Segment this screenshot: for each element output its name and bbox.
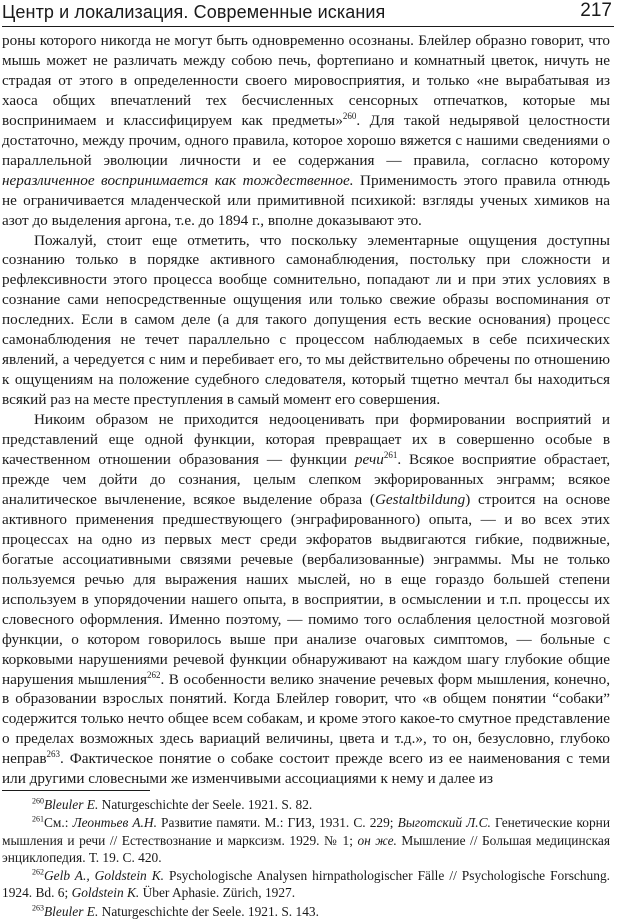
paragraph-3-text-a: Никоим образом не приходится недооценивать при формировании восприятий и представлений еще одной функции, которая превращает их в совершенно особые в качественном отношении образования — функции (2, 411, 610, 469)
footnotes (2, 796, 610, 921)
paragraph-1-text-a: роны которого никогда не могут быть одновременно осознаны. Блейлер образно говорит, что мышь может не различать между собою печь, фортепиано и комнатный цветок, ничуть не страдая от этого в определенности своего мировосприятия, и только «не вырабатывая из хаоса общих впечатлений тех бесчисленных сенсорных отпечатков, которые мы воспринимаем и классифицируем как предметы» (2, 32, 610, 129)
paragraph-1-text-b: . Для такой недырявой целостности достаточно, между прочим, одного правила, которое хорошо вяжется с нашими сведениями о параллельной эволюции личности и ее содержания — правила, согласно которому (2, 111, 610, 169)
main-text (2, 31, 610, 789)
footnote-number: 261 (32, 814, 44, 824)
footnote-author: он же. (357, 832, 397, 848)
paragraph-3-text-e: . Фактическое понятие о собаке состоит прежде всего из ее наименования с теми или другими словесными же изменчивыми ассоциациями к нему и далее из (2, 750, 610, 788)
paragraph-3-text-b: . Всякое восприятие обрастает, прежде чем дойти до сознания, целым слепком экфорированных энграмм; всякое аналитическое вычленение, всякое выделение образа ( (2, 451, 610, 508)
footnote-ref-262: 262 (147, 669, 161, 680)
footnote-ref-263: 263 (46, 749, 61, 760)
footnote-prefix: См.: (44, 815, 73, 831)
paragraph-3-text-d: . В особенности велико значение речевых форм мышления, конечно, в образовании взрослых понятий. Когда Блейлер говорит, что «в общем понятии “собаки” содержится только нечто общее всем собакам, и кроме этого какое-то смутное представление о пределах возможных здесь вариаций величины, цвета и т.д.», то он, безусловно, глубоко неправ (2, 670, 611, 768)
footnote-author: Goldstein K. (71, 885, 140, 901)
paragraph-3 (2, 410, 610, 789)
footnote-author: Gelb A., Goldstein K. (44, 868, 165, 884)
footnote-262 (2, 867, 610, 902)
footnote-text: Psychologische Analysen hirnpathologischer Fälle // Psychologische Forschung. 1924. Bd. 6; (2, 868, 610, 901)
footnote-separator (2, 790, 150, 791)
footnote-ref-260: 260 (342, 110, 357, 121)
footnote-author: Bleuler E. (44, 797, 99, 812)
footnote-author: Выготский Л.С. (397, 815, 491, 831)
page-number: 217 (580, 0, 612, 21)
paragraph-1 (2, 31, 610, 231)
paragraph-2: Пожалуй, стоит еще отметить, что поскольку элементарные ощущения доступны сознанию только в порядке активного самонаблюдения, постольку при сложности и рефлексивности этого процесса вообще сомнительно, попадают ли и при этих условиях в сознание сами непосредственные ощущения или только свежие образы воспоминания от последних. Если в самом деле (а для такого допущения есть веские основания) процесс самонаблюдения не течет параллельно с процессом наблюдаемых в себе психических явлений, а чередуется с ним и перебивает его, то мы действительно обречены по отношению к ощущениям на положение судебного следователя, который тщетно мечтал бы находиться всякий раз на месте преступления в самый момент его совершения. (2, 231, 610, 409)
footnote-263 (2, 903, 610, 920)
footnote-number: 262 (32, 867, 44, 877)
paragraph-1-italic-rule: неразличенное воспринимается как тождественное. (2, 171, 354, 189)
footnote-number: 263 (32, 903, 44, 913)
footnote-text: Развитие памяти. М.: ГИЗ, 1931. С. 229; (156, 815, 398, 831)
footnote-text: Über Aphasie. Zürich, 1927. (139, 885, 296, 901)
paragraph-3-italic-gestalt: Gestaltbildung (374, 490, 466, 508)
running-header-title: Центр и локализация. Современные искания (2, 2, 386, 22)
footnote-text: Naturgeschichte der Seele. 1921. S. 82. (98, 797, 313, 812)
footnote-261 (2, 814, 610, 866)
footnote-260 (2, 796, 610, 813)
footnote-text: Генетические корни мышления и речи // Естествознание и марксизм. 1929. № 1; (2, 815, 610, 848)
footnote-text: Мышление // Большая медицинская энциклопедия. Т. 19. С. 420. (2, 832, 610, 865)
footnote-text: Naturgeschichte der Seele. 1921. S. 143. (98, 903, 319, 919)
paragraph-1-text-c: Применимость этого правила отнюдь не ограничивается младенческой или примитивной психикой: взгляды ученых химиков на азот до выделения аргона, т.е. до 1894 г., вполне доказывают это. (2, 171, 610, 229)
paragraph-3-text-c: ) строится на основе активного применения предшествующего (энграфированного) опыта, — и во всех этих процессах на одно из первых мест среди экфоратов выдвигаются гибкие, подвижные, богатые ассоциативными связями речевые (вербализованные) энграммы. Мы не только пользуемся речью для выражения наших мыслей, но в еще гораздо большей степени используем в упорядочении нашего опыта, в восприятии, в осмыслении и т.п. процессы их словесного оформления. Именно поэтому, — помимо того ослабления целостной мозговой функции, о котором говорилось выше при анализе очаговых симптомов, — больные с корковыми нарушениями речевой функции обнаруживают на каждом шагу глубокие общие нарушения мышления (2, 490, 610, 688)
footnote-author: Bleuler E. (44, 903, 99, 919)
footnote-number: 260 (32, 796, 44, 806)
footnote-author: Леонтьев А.Н. (72, 815, 157, 831)
running-header (0, 0, 620, 30)
footnote-ref-261: 261 (383, 449, 398, 460)
paragraph-3-italic-speech: речи (354, 451, 384, 469)
header-rule (2, 26, 614, 27)
